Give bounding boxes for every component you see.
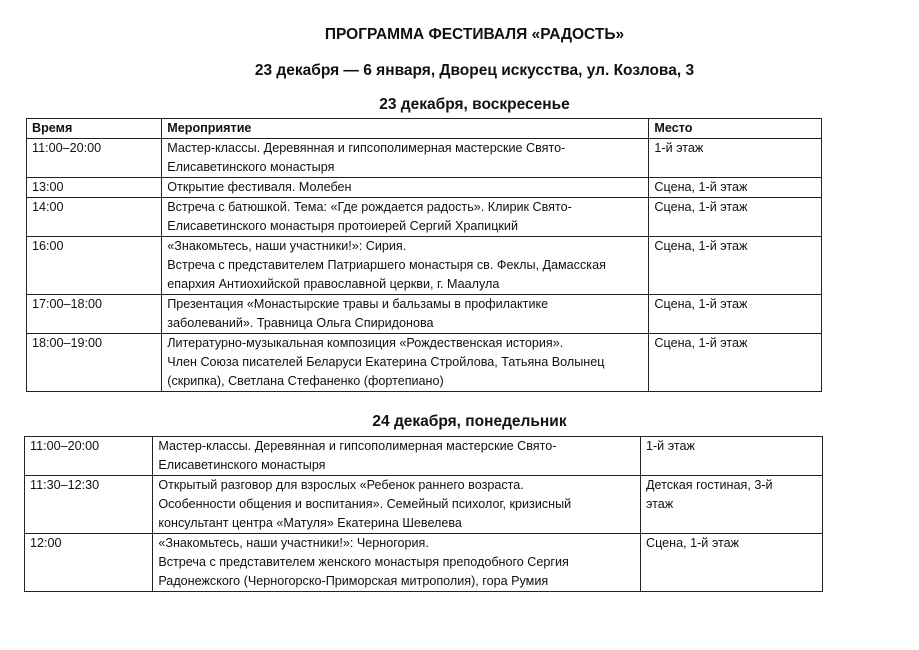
place-cell <box>649 198 822 237</box>
event-cell-line: епархия Антиохийской православной церкви, г. Маалула <box>167 277 500 291</box>
event-cell-line: Член Союза писателей Беларуси Екатерина Стройлова, Татьяна Волынец <box>167 355 605 369</box>
document-title: ПРОГРАММА ФЕСТИВАЛЯ «РАДОСТЬ» <box>324 26 625 43</box>
time-cell: 12:00 <box>25 534 153 592</box>
day1-schedule-table <box>26 118 822 392</box>
place-cell-line: 1-й этаж <box>654 141 704 155</box>
place-cell <box>640 476 822 534</box>
table-row <box>27 178 822 198</box>
day2-table-body <box>25 437 823 592</box>
day2-heading: 24 декабря, понедельник <box>372 413 567 430</box>
column-header-time: Время <box>27 119 162 139</box>
table-row <box>27 237 822 295</box>
time-cell: 14:00 <box>27 198 162 237</box>
place-cell-line: Сцена, 1-й этаж <box>654 180 748 194</box>
event-cell <box>162 237 649 295</box>
event-cell <box>153 437 641 476</box>
place-cell <box>649 237 822 295</box>
event-cell <box>153 534 641 592</box>
document-subtitle: 23 декабря — 6 января, Дворец искусства, ул. Козлова, 3 <box>254 62 695 79</box>
place-cell-line: 1-й этаж <box>645 439 695 453</box>
time-cell: 18:00–19:00 <box>27 334 162 392</box>
event-cell-line: «Знакомьтесь, наши участники!»: Сирия. <box>167 239 407 253</box>
table-row <box>27 139 822 178</box>
place-cell <box>640 534 822 592</box>
event-cell <box>162 295 649 334</box>
table-row <box>25 476 823 534</box>
column-header-event: Мероприятие <box>162 119 649 139</box>
place-cell <box>649 178 822 198</box>
time-cell: 16:00 <box>27 237 162 295</box>
column-header-place: Место <box>649 119 822 139</box>
event-cell-line: Открытие фестиваля. Молебен <box>167 180 352 194</box>
table-header-row <box>27 119 822 139</box>
place-cell-line: Сцена, 1-й этаж <box>654 239 748 253</box>
time-cell: 13:00 <box>27 178 162 198</box>
event-cell <box>162 139 649 178</box>
time-cell: 11:30–12:30 <box>25 476 153 534</box>
place-cell <box>649 295 822 334</box>
event-cell-line: Презентация «Монастырские травы и бальзамы в профилактике <box>167 297 549 311</box>
place-cell <box>649 334 822 392</box>
time-cell: 11:00–20:00 <box>27 139 162 178</box>
event-cell-line: Открытый разговор для взрослых «Ребенок раннего возраста. <box>158 478 524 492</box>
table-row <box>27 198 822 237</box>
place-cell-line: этаж <box>645 497 674 511</box>
place-cell <box>649 139 822 178</box>
event-cell <box>153 476 641 534</box>
table-row <box>27 334 822 392</box>
event-cell-line: Мастер-классы. Деревянная и гипсополимерная мастерские Свято- <box>158 439 557 453</box>
event-cell-line: Елисаветинского монастыря протоиерей Сергий Храпицкий <box>167 219 518 233</box>
time-cell: 11:00–20:00 <box>25 437 153 476</box>
event-cell-line: консультант центра «Матуля» Екатерина Шевелева <box>158 516 462 530</box>
event-cell-line: Встреча с батюшкой. Тема: «Где рождается радость». Клирик Свято- <box>167 200 572 214</box>
event-cell-line: Радонежского (Черногорско-Приморская митрополия), гора Румия <box>158 574 549 588</box>
table-row <box>25 437 823 476</box>
time-cell: 17:00–18:00 <box>27 295 162 334</box>
event-cell-line: Елисаветинского монастыря <box>167 160 335 174</box>
event-cell-line: Литературно-музыкальная композиция «Рождественская история». <box>167 336 564 350</box>
event-cell-line: Мастер-классы. Деревянная и гипсополимерная мастерские Свято- <box>167 141 566 155</box>
day1-heading: 23 декабря, воскресенье <box>379 96 570 113</box>
event-cell-line: «Знакомьтесь, наши участники!»: Черногория. <box>158 536 429 550</box>
place-cell-line: Сцена, 1-й этаж <box>654 336 748 350</box>
event-cell <box>162 334 649 392</box>
place-cell <box>640 437 822 476</box>
place-cell-line: Детская гостиная, 3-й <box>645 478 773 492</box>
event-cell <box>162 178 649 198</box>
day1-table-body <box>27 139 822 392</box>
event-cell-line: Елисаветинского монастыря <box>158 458 326 472</box>
place-cell-line: Сцена, 1-й этаж <box>654 297 748 311</box>
event-cell-line: Встреча с представителем Патриаршего монастыря св. Феклы, Дамасская <box>167 258 606 272</box>
day2-schedule-table <box>24 436 823 592</box>
table-row <box>27 295 822 334</box>
event-cell <box>162 198 649 237</box>
event-cell-line: (скрипка), Светлана Стефаненко (фортепиано) <box>167 374 444 388</box>
table-row <box>25 534 823 592</box>
event-cell-line: заболеваний». Травница Ольга Спиридонова <box>167 316 434 330</box>
event-cell-line: Особенности общения и воспитания». Семейный психолог, кризисный <box>158 497 572 511</box>
place-cell-line: Сцена, 1-й этаж <box>645 536 740 550</box>
place-cell-line: Сцена, 1-й этаж <box>654 200 748 214</box>
event-cell-line: Встреча с представителем женского монастыря преподобного Сергия <box>158 555 569 569</box>
